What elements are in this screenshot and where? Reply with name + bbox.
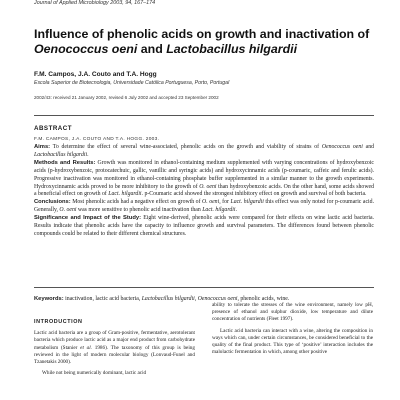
abstract-conclusions (34, 199, 374, 215)
aims-text-2: and (362, 144, 374, 150)
methods-species-1: O. oeni (199, 183, 217, 190)
intro-left-column (34, 319, 195, 381)
conclusions-text: Most phenolic acids had a negative effect on growth of (70, 199, 203, 206)
abstract-heading: ABSTRACT (34, 125, 73, 132)
methods-text-3: . p-Coumaric acid showed the strongest inhibitory effect on growth and survival of both bacteria. (141, 191, 367, 198)
conclusions-text-2: , for (219, 199, 231, 206)
methods-label: Methods and Results: (34, 159, 96, 166)
conclusions-species-3: O. oeni (59, 207, 77, 214)
intro-p1-text-2: 1986). The taxonomy of this group is being reviewed in the light of modern molecular biology (Lonvaud-Funel and Tzanetakis 2000). (34, 344, 195, 366)
introduction-heading: INTRODUCTION (34, 319, 83, 325)
keywords-sep: , (194, 296, 198, 302)
keyword-species-1: Lactobacillus hilgardii (141, 296, 195, 302)
conclusions-text-5: . (235, 207, 237, 214)
keywords-label: Keywords: (34, 296, 64, 302)
keyword-species-2: Oenococcus oeni (197, 296, 238, 302)
conclusions-species-2: Lact. hilgardii (230, 199, 264, 206)
aims-species-1: Oenococcus oeni (321, 144, 363, 150)
title-text: Influence of phenolic acids on growth and inactivation of (34, 27, 370, 41)
aims-text: To determine the effect of several wine-associated, phenolic acids on the growth and viability of strains of (50, 144, 322, 150)
methods-species-2: Lact. hilgardii (108, 191, 142, 198)
conclusions-label: Conclusions: (34, 199, 71, 206)
abstract-citation: F.M. CAMPOS, J.A. COUTO AND T.A. HOGG. 2003. (34, 137, 160, 142)
keywords-text-3: , phenolic acids, wine. (237, 296, 290, 302)
keywords-text: inactivation, lactic acid bacteria, (63, 296, 142, 302)
significance-label: Significance and Impact of the Study: (34, 215, 142, 222)
intro-paragraph-1 (34, 330, 195, 366)
conclusions-text-4: was more sensitive to phenolic acid inactivation than (76, 207, 203, 214)
author-list: F.M. Campos, J.A. Couto and T.A. Hogg (34, 71, 157, 78)
intro-right-column (212, 302, 373, 360)
conclusions-species-4: Lact. hilgardii (202, 207, 236, 214)
title-species-2: Lactobacillus hilgardii (166, 41, 298, 56)
submission-dates: 2002/43: received 21 January 2002, revised 6 July 2002 and accepted 23 September 2002 (34, 95, 219, 100)
title-species-1: Oenococcus oeni (34, 41, 138, 56)
journal-citation: Journal of Applied Microbiology 2003, 94, 167–174 (34, 0, 156, 6)
intro-p1-etal: et al. (80, 344, 92, 351)
intro-p1-text: Lactic acid bacteria are a group of Gram-positive, fermentative, aerotolerant bacteria which produce lactic acid as a major end product from carbohydrate metabolism (Stanier (34, 330, 195, 351)
author-affiliation: Escola Superior de Biotecnologia, Universidade Católica Portuguesa, Porto, Portugal (34, 80, 230, 86)
top-divider (34, 115, 374, 116)
abstract-methods (34, 160, 374, 200)
intro-right-paragraph-2: Lactic acid bacteria can interact with a wine, altering the composition in ways which can, under certain circumstances, be considered beneficial to the quality of the final product. This type of ‘positive’ interaction includes the malolactic fermentation in which, among other positive (212, 327, 373, 356)
intro-paragraph-2: While not being numerically dominant, lactic acid (42, 370, 147, 377)
conclusions-species-1: O. oeni (202, 199, 220, 206)
abstract-significance (34, 215, 374, 239)
article-title (34, 27, 374, 56)
methods-text: Growth was monitored in ethanol-containing medium supplemented with varying concentrations of hydroxybenzoic acids (p-hydroxybenzoic, protocatechuic, gallic, vanillic and syringic acids) and hydroxycinnamic acids (p-coumaric, caffeic and ferulic acids). Progressive inactivation was monitored in ethanol-containing phosphate buffer supplemented in a similar manner to the growth experiments. Hydroxycinnamic acids proved to be more inhibitory to the growth of (34, 159, 374, 190)
methods-text-2: than hydroxybenzoic acids. On the other hand, some acids showed a beneficial effect on growth of (34, 183, 374, 198)
significance-text: Eight wine-derived, phenolic acids were compared for their effects on wine lactic acid bacteria. Results indicate that phenolic acids have the capacity to influence growth and survival parameters. The differences found between phenolic compounds could be related to their different chemical structures. (34, 215, 374, 237)
keywords-divider (34, 287, 374, 288)
aims-text-3: . (87, 151, 89, 158)
aims-label: Aims: (34, 144, 51, 150)
abstract-body (34, 144, 374, 239)
conclusions-text-3: this effect was only noted for p-coumaric acid. Generally, (34, 199, 375, 214)
aims-species-2: Lactobacillus hilgardii (34, 151, 88, 158)
abstract-aims (34, 144, 374, 160)
title-conjunction: and (137, 41, 167, 56)
intro-right-paragraph-1: ability to tolerate the stresses of the wine environment, namely low pH, presence of ethanol and sulphur dioxide, low temperature and dilute concentration of nutrients (Fleet 1997). (212, 302, 373, 323)
